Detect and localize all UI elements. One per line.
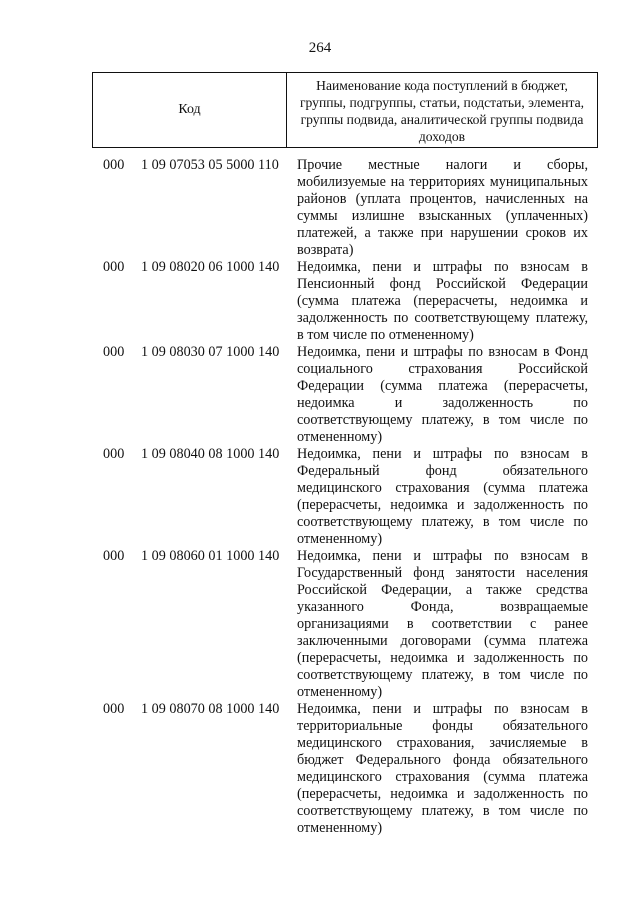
- header-name-label: Наименование кода поступлений в бюджет, группы, подгруппы, статьи, подстатьи, элемента, группы подвида, аналитической группы подвида доходов: [299, 78, 585, 144]
- row-description: Недоимка, пени и штрафы по взносам в Государственный фонд занятости населения Российской Федерации, а также средства указанного Фонда, возвращаемые организациями в соответствии с ранее заключенными договорами (сумма платежа (перерасчеты, недоимка и задолженность по соответствующему платежу, в том числе по отмененному): [297, 548, 588, 700]
- row-description: Недоимка, пени и штрафы по взносам в Пенсионный фонд Российской Федерации (сумма платежа (перерасчеты, недоимка и задолженность по соответствующему платежу, в том числе по отмененному): [297, 259, 588, 343]
- header-code-label: Код: [93, 73, 287, 147]
- row-description: Прочие местные налоги и сборы, мобилизуемые на территориях муниципальных районов (уплата процентов, начисленных на суммы излишне взысканных (уплаченных) платежей, а также при нарушении сроков их возврата): [297, 157, 588, 258]
- table-row: [0, 446, 640, 548]
- table-row: [0, 548, 640, 701]
- row-admin-code: 000: [103, 259, 125, 275]
- row-revenue-code: 1 09 08060 01 1000 140: [141, 548, 280, 564]
- row-revenue-code: 1 09 08030 07 1000 140: [141, 344, 280, 360]
- page-number: 264: [308, 40, 332, 56]
- row-admin-code: 000: [103, 157, 125, 173]
- table-row: [0, 259, 640, 344]
- row-admin-code: 000: [103, 548, 125, 564]
- row-description: Недоимка, пени и штрафы по взносам в Федеральный фонд обязательного медицинского страхования (сумма платежа (перерасчеты, недоимка и задолженность по соответствующему платежу, в том числе по отмененному): [297, 446, 588, 547]
- table-header: [92, 72, 598, 148]
- row-description: Недоимка, пени и штрафы по взносам в территориальные фонды обязательного медицинского страхования, зачисляемые в бюджет Федерального фонда обязательного медицинского страхования (сумма платежа (перерасчеты, недоимка и задолженность по соответствующему платежу, в том числе по отмененному): [297, 701, 588, 836]
- row-revenue-code: 1 09 08020 06 1000 140: [141, 259, 280, 275]
- row-revenue-code: 1 09 08070 08 1000 140: [141, 701, 280, 717]
- table-row: [0, 344, 640, 446]
- table-row: [0, 157, 640, 259]
- row-description: Недоимка, пени и штрафы по взносам в Фонд социального страхования Российской Федерации (сумма платежа (перерасчеты, недоимка и задолженность по соответствующему платежу, в том числе по отмененному): [297, 344, 588, 445]
- row-admin-code: 000: [103, 701, 125, 717]
- row-admin-code: 000: [103, 446, 125, 462]
- row-revenue-code: 1 09 07053 05 5000 110: [141, 157, 279, 173]
- row-revenue-code: 1 09 08040 08 1000 140: [141, 446, 280, 462]
- table-row: [0, 701, 640, 837]
- row-admin-code: 000: [103, 344, 125, 360]
- table-body: [0, 157, 640, 837]
